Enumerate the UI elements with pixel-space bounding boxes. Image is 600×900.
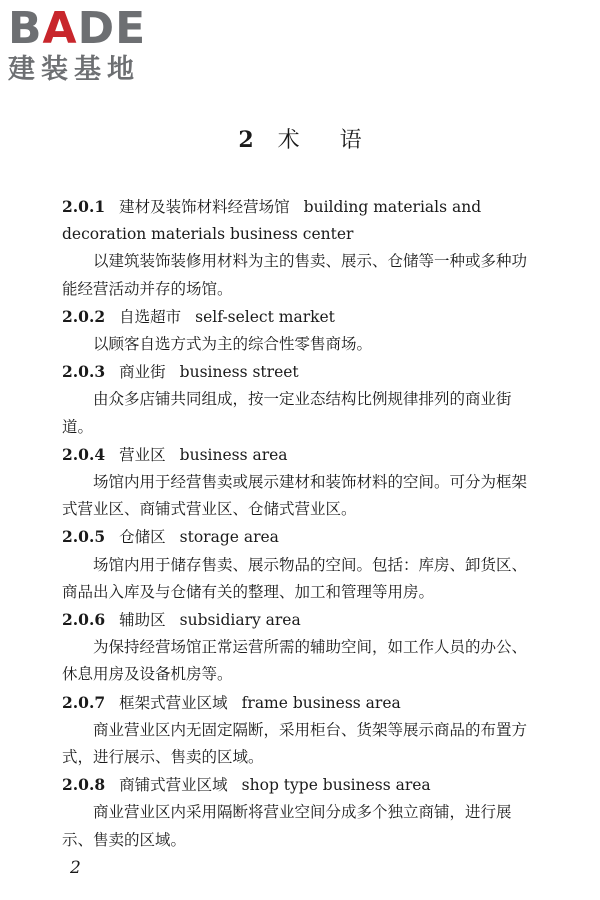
term-english: business street — [179, 363, 299, 382]
term-definition: 为保持经营场馆正常运营所需的辅助空间，如工作人员的办公、休息用房及设备机房等。 — [62, 638, 528, 684]
term-english: self-select market — [195, 307, 335, 326]
chapter-title-part-1: 术 — [277, 128, 300, 153]
term-heading — [62, 358, 542, 386]
term-heading — [62, 303, 542, 331]
term-english: building materials and decoration materials business center — [62, 198, 482, 244]
term-number: 2.0.6 — [62, 610, 106, 630]
term-number: 2.0.1 — [62, 197, 106, 216]
term-2-0-1 — [62, 193, 542, 303]
term-heading — [62, 606, 542, 634]
term-chinese: 框架式营业区域 — [119, 693, 228, 712]
terms-list — [62, 193, 542, 854]
term-number: 2.0.5 — [62, 527, 106, 547]
term-number: 2.0.2 — [62, 306, 106, 326]
term-number: 2.0.4 — [62, 444, 106, 464]
term-definition: 场馆内用于经营售卖或展示建材和装饰材料的空间。可分为框架式营业区、商铺式营业区、仓储式营业区。 — [62, 473, 528, 519]
term-definition: 商业营业区内无固定隔断，采用柜台、货架等展示商品的布置方式，进行展示、售卖的区域。 — [62, 720, 528, 767]
term-2-0-6 — [62, 606, 542, 689]
term-heading — [62, 523, 542, 551]
term-chinese: 营业区 — [119, 445, 166, 464]
chapter-title — [0, 126, 600, 155]
term-definition: 由众多店铺共同组成，按一定业态结构比例规律排列的商业街道。 — [62, 390, 512, 436]
chapter-title-part-2: 语 — [339, 128, 362, 153]
term-english: storage area — [179, 528, 279, 547]
term-heading — [62, 441, 542, 469]
term-heading — [62, 689, 542, 717]
term-2-0-7 — [62, 689, 542, 772]
term-chinese: 仓储区 — [119, 528, 166, 547]
brand-logo — [8, 3, 178, 86]
term-chinese: 建材及装饰材料经营场馆 — [119, 198, 290, 216]
page-number: 2 — [70, 858, 81, 878]
term-english: shop type business area — [241, 776, 431, 795]
term-english: frame business area — [241, 693, 401, 712]
term-heading — [62, 771, 542, 799]
chapter-number: 2 — [238, 127, 254, 153]
term-heading — [62, 193, 542, 248]
term-chinese: 辅助区 — [119, 611, 166, 630]
logo-wordmark: BADE — [8, 3, 147, 54]
logo-subtitle: 建装基地 — [8, 54, 140, 85]
term-number: 2.0.8 — [62, 775, 106, 795]
term-english: subsidiary area — [179, 611, 301, 630]
term-chinese: 商铺式营业区域 — [119, 776, 228, 795]
term-definition: 以顾客自选方式为主的综合性零售商场。 — [93, 335, 373, 354]
term-2-0-3 — [62, 358, 542, 441]
term-english: business area — [179, 445, 288, 464]
term-chinese: 商业街 — [119, 363, 166, 382]
term-2-0-8 — [62, 771, 542, 854]
term-definition: 商业营业区内采用隔断将营业空间分成多个独立商铺，进行展示、售卖的区域。 — [62, 803, 512, 849]
term-2-0-5 — [62, 523, 542, 606]
term-2-0-2 — [62, 303, 542, 358]
term-definition: 以建筑装饰装修用材料为主的售卖、展示、仓储等一种或多种功能经营活动并存的场馆。 — [62, 252, 528, 298]
term-2-0-4 — [62, 441, 542, 524]
term-number: 2.0.3 — [62, 362, 106, 382]
term-number: 2.0.7 — [62, 692, 106, 712]
term-definition: 场馆内用于储存售卖、展示物品的空间。包括：库房、卸货区、商品出入库及与仓储有关的整理、加工和管理等用房。 — [62, 555, 528, 601]
term-chinese: 自选超市 — [119, 307, 182, 326]
